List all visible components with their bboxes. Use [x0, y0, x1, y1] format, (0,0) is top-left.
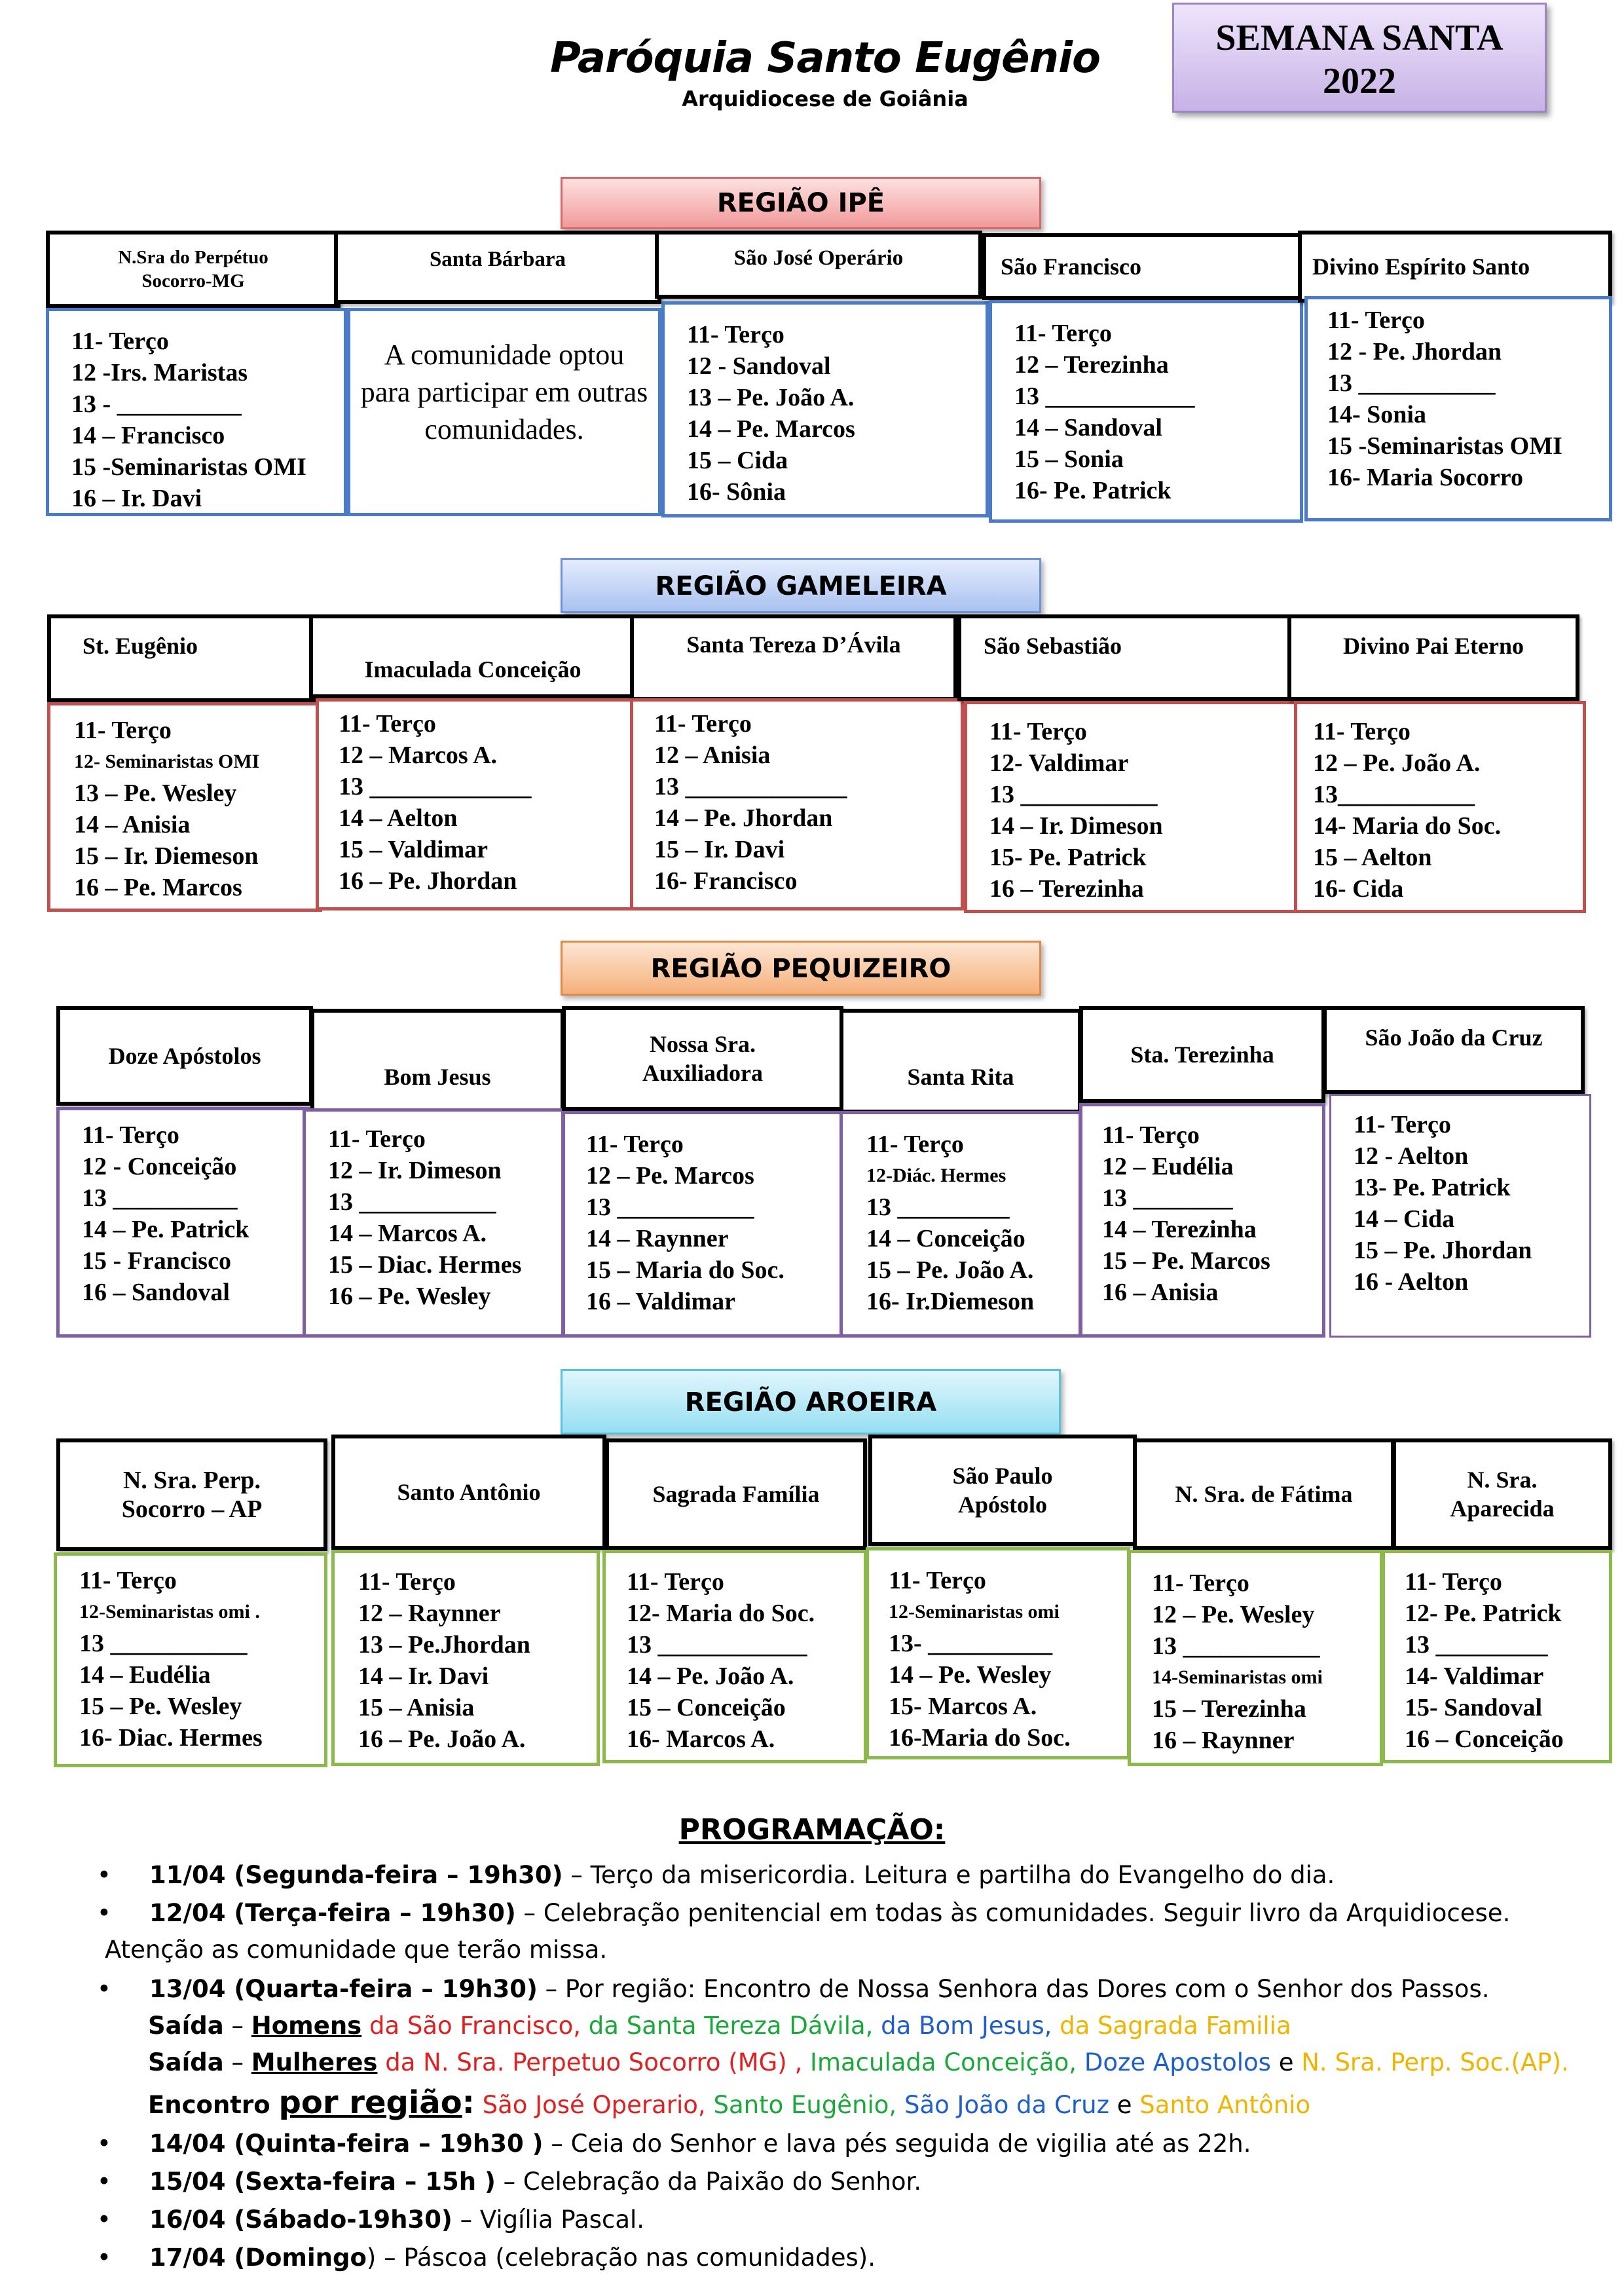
schedule-line: 15 – Sonia — [1014, 445, 1124, 473]
schedule-line: 11- Terço — [889, 1567, 986, 1594]
schedule-line: 16- Diac. Hermes — [79, 1724, 263, 1752]
schedule-line: 11- Terço — [74, 717, 172, 744]
place: da Bom Jesus, — [881, 2012, 1052, 2040]
region-ipe-title: REGIÃO IPÊ — [561, 177, 1041, 229]
place: São José Operario, — [482, 2091, 706, 2119]
community-schedule — [303, 1108, 564, 1338]
community-header: N. Sra. Aparecida — [1392, 1438, 1612, 1550]
schedule-line: 14 – Pe. Marcos — [687, 415, 855, 443]
program-date: 14/04 (Quinta-feira – 19h30 ) — [149, 2130, 544, 2158]
holy-week-label: SEMANA SANTA — [1215, 18, 1504, 58]
dash: – — [223, 2012, 251, 2040]
schedule-line: 15 – Maria do Soc. — [586, 1256, 784, 1284]
schedule-line: 16- Ir.Diemeson — [866, 1288, 1035, 1315]
community-header: N. Sra. Perp. Socorro – AP — [56, 1438, 327, 1551]
place: N. Sra. Perp. Soc.(AP). — [1301, 2048, 1569, 2076]
schedule-line: 11- Terço — [866, 1131, 964, 1158]
schedule-line: 14 – Ir. Dimeson — [989, 812, 1163, 840]
community-schedule — [1128, 1550, 1383, 1766]
schedule-line: 15 – Aelton — [1313, 844, 1432, 871]
schedule-line: 15 – Conceição — [627, 1694, 786, 1721]
schedule-line: 13 _____________ — [654, 773, 847, 800]
schedule-line: 14 – Pe. Wesley — [889, 1661, 1052, 1689]
bullet-icon: • — [97, 1861, 111, 1889]
conjunction: e — [1278, 2048, 1294, 2076]
procession-women — [148, 2044, 1569, 2081]
schedule-line: 14 – Sandoval — [1014, 414, 1162, 441]
schedule-line: 14- Sonia — [1327, 401, 1426, 428]
community-schedule — [866, 1547, 1130, 1759]
program-date: 11/04 (Segunda-feira – 19h30) — [149, 1861, 563, 1889]
schedule-line: 13 ____________ — [627, 1631, 807, 1659]
community-header: São Francisco — [982, 233, 1303, 300]
schedule-line: 16 – Valdimar — [586, 1288, 736, 1315]
holy-week-badge — [1172, 3, 1547, 113]
schedule-line: 11- Terço — [627, 1568, 724, 1596]
schedule-line: 12 – Pe. João A. — [1313, 749, 1481, 777]
colon: : — [462, 2084, 475, 2121]
schedule-line: 14 – Raynner — [586, 1225, 729, 1252]
schedule-line: 15 - Francisco — [82, 1247, 231, 1275]
community-schedule — [1079, 1103, 1325, 1338]
schedule-line: 14- Valdimar — [1405, 1662, 1544, 1690]
community-schedule — [46, 308, 347, 516]
program-text: – Celebração penitencial em todas às comunidades. Seguir livro da Arquidiocese. — [515, 1899, 1511, 1927]
schedule-line: 16 – Pe. Wesley — [328, 1283, 491, 1310]
community-schedule — [1382, 1550, 1612, 1763]
schedule-line: 16- Cida — [1313, 875, 1404, 903]
schedule-line: 14 – Francisco — [71, 422, 225, 449]
program-text: – Terço da misericordia. Leitura e partilha do Evangelho do dia. — [563, 1861, 1335, 1889]
community-schedule — [1304, 296, 1612, 521]
schedule-line: 15 -Seminaristas OMI — [1327, 432, 1562, 460]
bullet-icon: • — [97, 2206, 111, 2234]
place: da Santa Tereza Dávila, — [588, 2012, 874, 2040]
schedule-line: 11- Terço — [82, 1121, 179, 1149]
schedule-line: 11- Terço — [1354, 1111, 1451, 1138]
meeting-label: Encontro — [148, 2091, 279, 2119]
schedule-line: 16 – Anisia — [1102, 1279, 1219, 1306]
schedule-line: 16- Sônia — [687, 478, 786, 506]
women-label: Mulheres — [251, 2048, 378, 2076]
schedule-line: 11- Terço — [1313, 718, 1411, 745]
schedule-line: 13- __________ — [889, 1630, 1053, 1657]
place: Santo Antônio — [1139, 2091, 1311, 2119]
schedule-line: 16 – Conceição — [1405, 1725, 1564, 1753]
community-header: N. Sra. de Fátima — [1133, 1438, 1395, 1550]
schedule-line: 12 - Sandoval — [687, 352, 831, 380]
saida-label: Saída — [148, 2048, 224, 2076]
schedule-line: 14- Maria do Soc. — [1313, 812, 1502, 840]
conjunction: e — [1116, 2091, 1132, 2119]
schedule-line: 13 ___________ — [79, 1630, 248, 1657]
community-header: Santo Antônio — [331, 1435, 606, 1550]
schedule-line: 14 – Eudélia — [79, 1661, 211, 1689]
program-note: Atenção as comunidade que terão missa. — [105, 1936, 608, 1964]
meeting-emphasis: por região — [278, 2084, 462, 2121]
schedule-line: 11- Terço — [1014, 320, 1112, 347]
community-schedule — [1294, 701, 1586, 913]
schedule-line: 14 – Terezinha — [1102, 1216, 1257, 1243]
schedule-line: 12 – Eudélia — [1102, 1153, 1234, 1180]
schedule-line: 14 – Pe. Patrick — [82, 1216, 249, 1243]
schedule-line: 15 – Pe. João A. — [866, 1256, 1034, 1284]
schedule-line: 12-Seminaristas omi — [889, 1601, 1060, 1623]
schedule-line: 13- Pe. Patrick — [1354, 1174, 1511, 1201]
schedule-line: 12 – Pe. Marcos — [586, 1162, 754, 1190]
schedule-line: 16 – Pe. João A. — [358, 1725, 526, 1753]
region-pequizeiro-title: REGIÃO PEQUIZEIRO — [561, 941, 1041, 996]
schedule-line: 15 – Anisia — [358, 1694, 475, 1721]
schedule-line: 11- Terço — [1152, 1569, 1249, 1597]
schedule-line: 14 – Ir. Davi — [358, 1662, 489, 1690]
schedule-line: 15- Pe. Patrick — [989, 844, 1147, 871]
schedule-line: 13 _____________ — [339, 773, 532, 800]
archdiocese-subtitle: Arquidiocese de Goiânia — [682, 86, 969, 111]
place: Santo Eugênio, — [713, 2091, 897, 2119]
schedule-line: 11- Terço — [1327, 307, 1425, 334]
bullet-icon: • — [97, 2168, 111, 2196]
community-header: Bom Jesus — [310, 1009, 564, 1115]
schedule-line: 13 – Pe. Wesley — [74, 779, 237, 807]
schedule-line: 12 – Anisia — [654, 741, 771, 769]
community-schedule — [964, 701, 1298, 913]
community-schedule — [56, 1107, 313, 1338]
schedule-line: 13 _________ — [866, 1193, 1010, 1221]
program-text: – Celebração da Paixão do Senhor. — [495, 2168, 922, 2196]
schedule-line: 12 - Conceição — [82, 1153, 237, 1180]
schedule-line: 14 – Conceição — [866, 1225, 1025, 1252]
schedule-line: 16- Francisco — [654, 867, 798, 895]
schedule-line: 13 ____________ — [1014, 383, 1195, 410]
schedule-line: 13 ___________ — [1327, 369, 1496, 397]
place: da N. Sra. Perpetuo Socorro (MG) , — [385, 2048, 803, 2076]
schedule-line: 16-Maria do Soc. — [889, 1724, 1071, 1752]
community-header: Imaculada Conceição — [309, 614, 637, 698]
program-date: 12/04 (Terça-feira – 19h30) — [149, 1899, 516, 1927]
community-header: Divino Espírito Santo — [1298, 231, 1612, 303]
community-schedule — [316, 698, 637, 910]
schedule-line: 11- Terço — [71, 328, 169, 355]
region-gameleira-title: REGIÃO GAMELEIRA — [561, 558, 1041, 613]
saida-label: Saída — [148, 2012, 224, 2040]
schedule-line: 13 ___________ — [586, 1193, 754, 1221]
schedule-line: 15 – Pe. Jhordan — [1354, 1237, 1532, 1264]
schedule-line: 13 – Pe. João A. — [687, 384, 855, 411]
place: Doze Apostolos — [1084, 2048, 1271, 2076]
schedule-line: 15 – Terezinha — [1152, 1695, 1306, 1723]
schedule-line: 15- Marcos A. — [889, 1693, 1037, 1720]
schedule-line: 13 ________ — [1102, 1184, 1233, 1212]
schedule-line: 16 – Pe. Jhordan — [339, 867, 517, 895]
schedule-line: 11- Terço — [1102, 1121, 1200, 1149]
community-header: N.Sra do Perpétuo Socorro-MG — [46, 231, 341, 308]
place: da São Francisco, — [369, 2012, 581, 2040]
schedule-line: 13 ___________ — [1152, 1632, 1320, 1660]
schedule-line: 12 - Pe. Jhordan — [1327, 338, 1502, 366]
program-title-text: PROGRAMAÇÃO: — [678, 1813, 946, 1847]
schedule-line: 14 – Cida — [1354, 1205, 1455, 1233]
program-date: 13/04 (Quarta-feira – 19h30) — [149, 1975, 538, 2003]
program-date: 17/04 (Domingo — [149, 2243, 367, 2272]
schedule-line: 11- Terço — [654, 710, 752, 738]
community-schedule — [840, 1111, 1082, 1338]
schedule-line: 16- Pe. Patrick — [1014, 477, 1172, 504]
schedule-line: 15 – Valdimar — [339, 836, 489, 863]
men-label: Homens — [251, 2012, 362, 2040]
schedule-line: 12-Diác. Hermes — [866, 1165, 1006, 1186]
schedule-line: 12 – Marcos A. — [339, 741, 498, 769]
schedule-line: 15 – Ir. Diemeson — [74, 842, 259, 870]
schedule-line: 12 – Ir. Dimeson — [328, 1157, 502, 1184]
dash: – — [223, 2048, 251, 2076]
schedule-line: 16 – Sandoval — [82, 1279, 230, 1306]
schedule-line: 12 -Irs. Maristas — [71, 359, 248, 386]
program-title — [0, 1813, 1624, 1847]
schedule-line: 11- Terço — [687, 321, 784, 348]
schedule-line: 15 -Seminaristas OMI — [71, 453, 306, 481]
community-header: Santa Rita — [840, 1009, 1082, 1114]
schedule-line: 14 – Pe. João A. — [627, 1662, 794, 1690]
community-header: São Paulo Apóstolo — [868, 1435, 1137, 1546]
bullet-icon: • — [97, 1899, 111, 1927]
schedule-line: 16 – Terezinha — [989, 875, 1144, 903]
community-schedule — [331, 1550, 600, 1766]
place: São João da Cruz — [904, 2091, 1109, 2119]
schedule-line: 13 ___________ — [989, 781, 1158, 808]
schedule-line: 13 - __________ — [71, 390, 242, 418]
schedule-line: 13 __________ — [82, 1184, 238, 1212]
schedule-line: 11- Terço — [1405, 1568, 1502, 1596]
program-date: 15/04 (Sexta-feira – 15h ) — [149, 2168, 496, 2196]
schedule-line: 14 – Pe. Jhordan — [654, 804, 833, 832]
schedule-line: 13 – Pe.Jhordan — [358, 1631, 530, 1659]
community-header: São José Operário — [655, 231, 982, 299]
schedule-line: 14 – Anisia — [74, 811, 191, 838]
schedule-line: 16- Maria Socorro — [1327, 464, 1523, 491]
schedule-line: 13 _________ — [1405, 1631, 1548, 1659]
schedule-line: 16 – Pe. Marcos — [74, 874, 242, 901]
schedule-line: 11- Terço — [358, 1568, 456, 1596]
schedule-line: 11- Terço — [328, 1125, 426, 1153]
parish-title: Paróquia Santo Eugênio — [550, 34, 1100, 83]
schedule-line: 13___________ — [1313, 781, 1475, 808]
community-header: São João da Cruz — [1323, 1006, 1585, 1094]
schedule-line: 12 - Aelton — [1354, 1142, 1469, 1170]
community-schedule — [47, 702, 322, 912]
program-text: – Ceia do Senhor e lava pés seguida de vigilia até as 22h. — [543, 2130, 1251, 2158]
schedule-line: 11- Terço — [989, 718, 1087, 745]
schedule-line: 13 ___________ — [328, 1188, 496, 1216]
schedule-line: 11- Terço — [339, 710, 436, 738]
schedule-line: 16 – Raynner — [1152, 1727, 1295, 1754]
community-schedule — [1329, 1094, 1591, 1338]
community-note: A comunidade optou para participar em outras comunidades. — [347, 308, 661, 516]
procession-men — [148, 2007, 1291, 2044]
schedule-line: 16 - Aelton — [1354, 1268, 1469, 1296]
schedule-line: 16- Marcos A. — [627, 1725, 775, 1753]
schedule-line: 15 – Ir. Davi — [654, 836, 785, 863]
community-schedule — [661, 301, 989, 517]
schedule-line: 14 – Aelton — [339, 804, 458, 832]
community-header: Divino Pai Eterno — [1287, 614, 1579, 701]
schedule-line: 14-Seminaristas omi — [1152, 1666, 1323, 1688]
schedule-line: 15 – Pe. Marcos — [1102, 1247, 1270, 1275]
schedule-line: 14 – Marcos A. — [328, 1220, 487, 1247]
community-header: Sagrada Família — [605, 1438, 867, 1550]
program-date: 16/04 (Sábado-19h30) — [149, 2206, 452, 2234]
program-text: ) – Páscoa (celebração nas comunidades). — [366, 2243, 876, 2272]
community-header: São Sebastião — [957, 614, 1294, 701]
schedule-line: 11- Terço — [79, 1567, 177, 1594]
schedule-line: 12-Seminaristas omi . — [79, 1601, 260, 1623]
schedule-line: 12- Valdimar — [989, 749, 1129, 777]
community-header: Santa Bárbara — [334, 231, 661, 304]
community-header: Sta. Terezinha — [1079, 1006, 1325, 1103]
schedule-line: 12 – Pe. Wesley — [1152, 1601, 1315, 1628]
community-schedule — [602, 1550, 867, 1763]
schedule-line: 12 – Raynner — [358, 1600, 501, 1627]
schedule-line: 15 – Diac. Hermes — [328, 1251, 522, 1279]
procession-meeting — [148, 2084, 1310, 2124]
place: da Sagrada Familia — [1060, 2012, 1291, 2040]
schedule-line: 12- Maria do Soc. — [627, 1600, 815, 1627]
schedule-line: 15 – Cida — [687, 447, 788, 474]
community-schedule — [562, 1111, 843, 1338]
community-schedule — [630, 698, 964, 910]
community-header: Nossa Sra. Auxiliadora — [562, 1006, 843, 1111]
program-text: – Por região: Encontro de Nossa Senhora das Dores com o Senhor dos Passos. — [537, 1975, 1490, 2003]
schedule-line: 11- Terço — [586, 1131, 684, 1158]
bullet-icon: • — [97, 2130, 111, 2158]
bullet-icon: • — [97, 2243, 111, 2272]
community-header: Santa Tereza D’Ávila — [630, 614, 957, 701]
place: Imaculada Conceição, — [810, 2048, 1077, 2076]
schedule-line: 12- Pe. Patrick — [1405, 1600, 1562, 1627]
schedule-line: 12 – Terezinha — [1014, 351, 1169, 379]
schedule-line: 15 – Pe. Wesley — [79, 1693, 242, 1720]
schedule-line: 16 – Ir. Davi — [71, 485, 202, 512]
program-text: – Vigília Pascal. — [452, 2206, 645, 2234]
community-header: Doze Apóstolos — [56, 1006, 313, 1106]
region-aroeira-title: REGIÃO AROEIRA — [561, 1369, 1061, 1435]
community-schedule — [54, 1552, 327, 1767]
community-schedule — [989, 300, 1303, 523]
community-header: St. Eugênio — [47, 614, 316, 702]
holy-week-year: 2022 — [1323, 61, 1396, 102]
schedule-line: 12- Seminaristas OMI — [74, 751, 260, 772]
schedule-line: 15- Sandoval — [1405, 1694, 1543, 1721]
bullet-icon: • — [97, 1975, 111, 2003]
